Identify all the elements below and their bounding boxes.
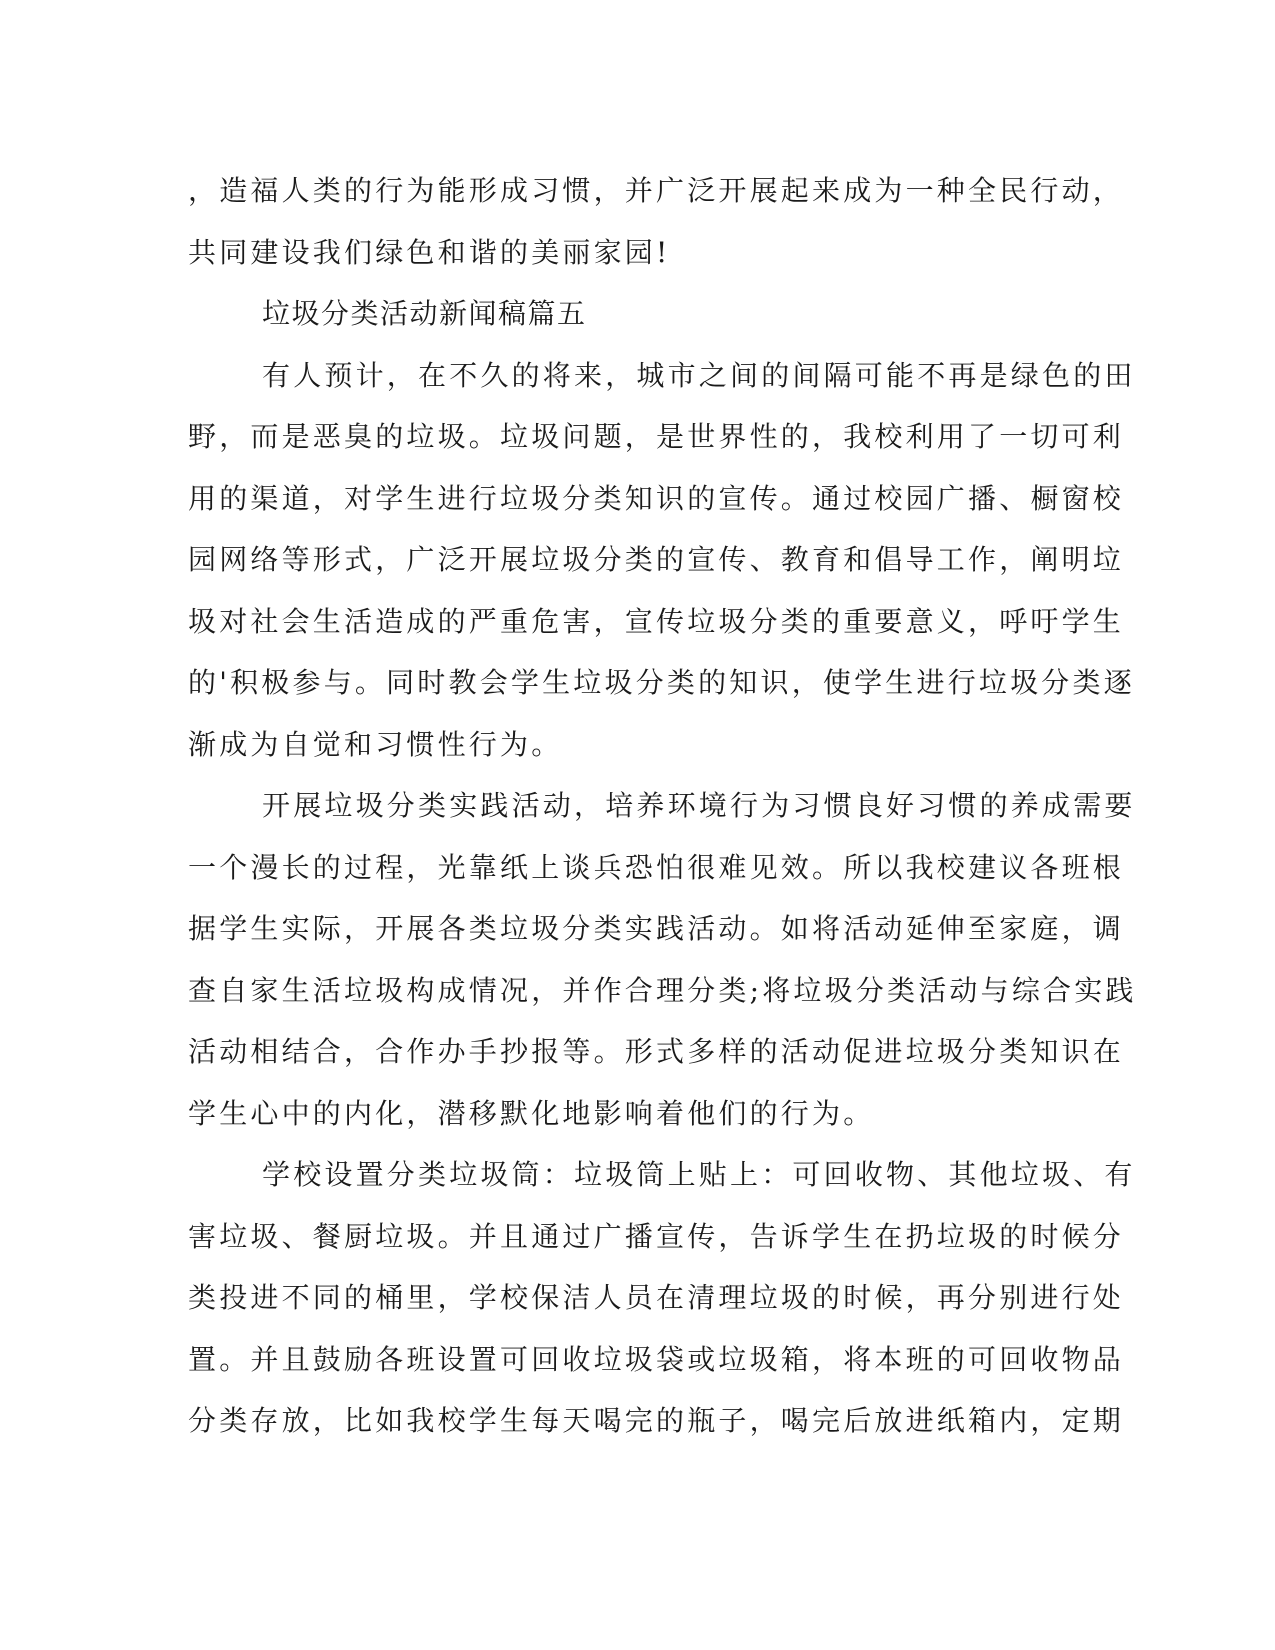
text-line: 学生心中的内化，潜移默化地影响着他们的行为。 (188, 1096, 875, 1130)
text-line: 的'积极参与。同时教会学生垃圾分类的知识，使学生进行垃圾分类逐 (188, 666, 1135, 699)
text-line: 野，而是恶臭的垃圾。垃圾问题，是世界性的，我校利用了一切可利 (188, 420, 1125, 453)
text-line: 分类存放，比如我校学生每天喝完的瓶子，喝完后放进纸箱内，定期 (188, 1404, 1125, 1437)
paragraph (188, 1144, 1136, 1452)
text-line: 活动相结合，合作办手抄报等。形式多样的活动促进垃圾分类知识在 (188, 1035, 1125, 1068)
text-line: 园网络等形式，广泛开展垃圾分类的宣传、教育和倡导工作，阐明垃 (188, 543, 1125, 576)
text-line: 有人预计，在不久的将来，城市之间的间隔可能不再是绿色的田 (262, 358, 1136, 392)
text-line: 置。并且鼓励各班设置可回收垃圾袋或垃圾箱，将本班的可回收物品 (188, 1342, 1125, 1376)
text-line: 共同建设我们绿色和谐的美丽家园! (188, 235, 671, 269)
text-line: 圾对社会生活造成的严重危害，宣传垃圾分类的重要意义，呼吁学生 (188, 604, 1125, 638)
text-line: 渐成为自觉和习惯性行为。 (188, 727, 563, 761)
paragraph (188, 775, 1137, 1144)
section-heading: 垃圾分类活动新闻稿篇五 (262, 297, 587, 330)
text-line: 查自家生活垃圾构成情况，并作合理分类;将垃圾分类活动与综合实践 (188, 973, 1137, 1007)
text-line: 学校设置分类垃圾筒：垃圾筒上贴上：可回收物、其他垃圾、有 (262, 1158, 1136, 1191)
text-line: 一个漫长的过程，光靠纸上谈兵恐怕很难见效。所以我校建议各班根 (188, 850, 1125, 884)
text-line: 类投进不同的桶里，学校保洁人员在清理垃圾的时候，再分别进行处 (188, 1281, 1125, 1314)
paragraph (188, 345, 1136, 776)
text-line: 开展垃圾分类实践活动，培养环境行为习惯良好习惯的养成需要 (262, 789, 1136, 822)
document-body (188, 160, 1137, 1452)
text-line: 据学生实际，开展各类垃圾分类实践活动。如将活动延伸至家庭，调 (188, 912, 1125, 945)
text-line: ，造福人类的行为能形成习惯，并广泛开展起来成为一种全民行动， (188, 174, 1125, 207)
text-line: 用的渠道，对学生进行垃圾分类知识的宣传。通过校园广播、橱窗校 (188, 481, 1125, 515)
text-line: 害垃圾、餐厨垃圾。并且通过广播宣传，告诉学生在扔垃圾的时候分 (188, 1219, 1125, 1253)
